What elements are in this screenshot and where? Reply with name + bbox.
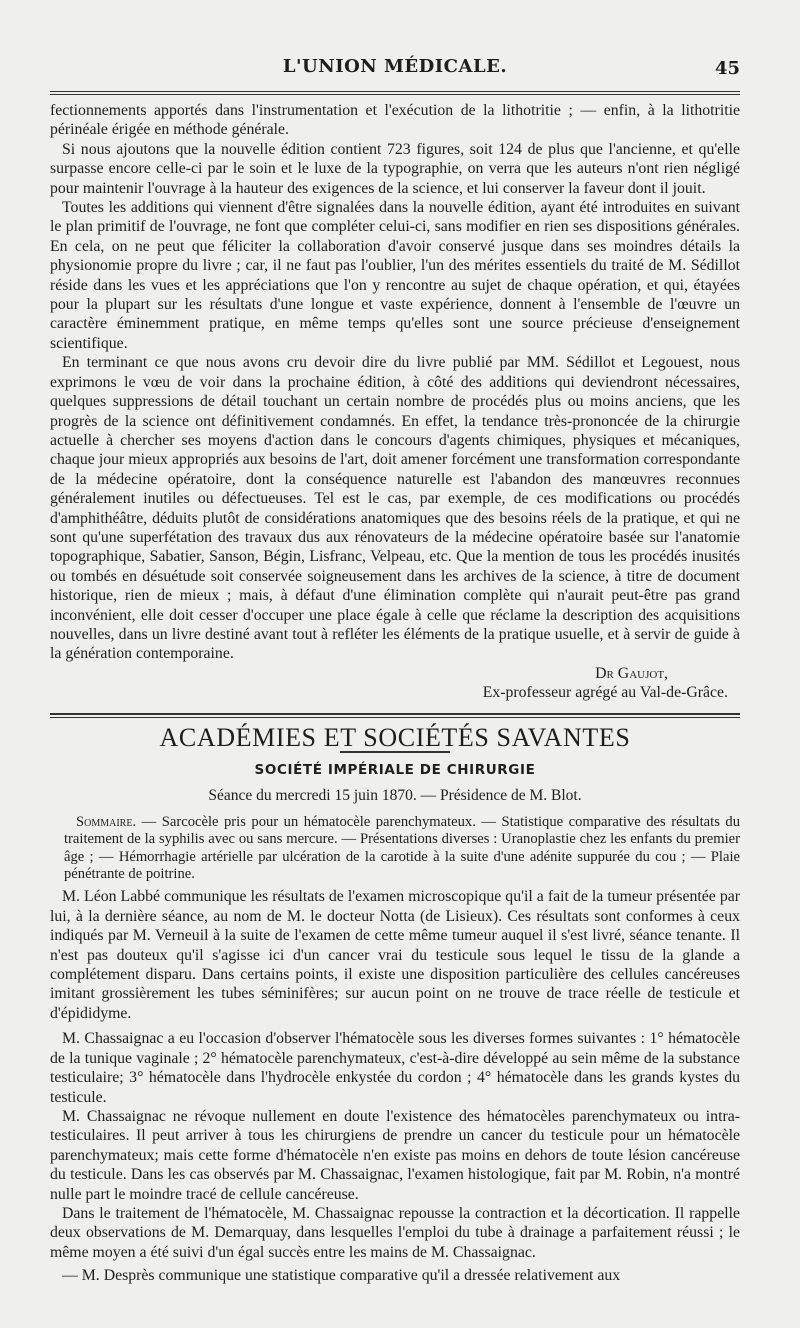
review-paragraph: En terminant ce que nous avons cru devoir dire du livre publié par MM. Sédillot et Legouest, nous exprimons le vœu de voir dans la prochaine édition, à côté des additions qui deviendront nécessaires, quelques suppressions de détail touchant un certain nombre de procédés plus ou moins anciens, que les progrès de la science ont définitivement condamnés. En effet, la tendance très-prononcée de la chirurgie actuelle à chercher ses moyens d'action dans le concours d'agents chimiques, physiques et mécaniques, chaque jour mieux appropriés aux besoins de l'art, doit amener forcément une transformation correspondante de la médecine opératoire, dont la conséquence naturelle est l'abandon des manœuvres reconnues généralement inutiles ou défectueuses. Tel est le cas, par exemple, de ces modifications ou procédés d'amphithéâtre, déduits plutôt de considérations anatomiques que des besoins réels de la pratique, et qui ne sont qu'une superfétation des travaux dus aux rénovateurs de la médecine opératoire basée sur l'anatomie topographique, Sabatier, Sanson, Bégin, Lisfranc, Velpeau, etc. Que la mention de tous les procédés inusités ou tombés en désuétude soit conservée soigneusement dans les archives de la science, à titre de document historique, rien de mieux ; mais, à défaut d'une élimination complète qui n'aurait peut-être pas grand inconvénient, elle doit cesser d'occuper une place égale à celle que réclame la description des acquisitions nouvelles, dans un livre destiné avant tout à refléter les éléments de la pratique usuelle, et à servir de guide à la génération contemporaine. <box>50 354 740 663</box>
session-paragraph: — M. Desprès communique une statistique comparative qu'il a dressée relativement aux <box>62 1267 621 1285</box>
session-paragraph: M. Léon Labbé communique les résultats de l'examen microscopique qu'il a fait de la tumeur présentée par lui, à la dernière séance, au nom de M. le docteur Notta (de Lisieux). Ces résultats sont conformes à ceux indiqués par M. Verneuil à la suite de l'examen de cette même tumeur auquel il s'est livré, séance tenante. Il n'est pas douteux qu'il s'agisse ici d'un cancer vrai du testicule sous lequel le tissu de la glande a complétement disparu. Dans certains points, il existe une disposition particulière des cellules cancéreuses imitant grossièrement les tubes séminifères; sur aucun point on ne trouve de trace réelle de testicule et d'épididyme. <box>50 888 740 1022</box>
review-paragraph: Toutes les additions qui viennent d'être signalées dans la nouvelle édition, ayant été introduites en suivant le plan primitif de l'ouvrage, ne font que compléter celui-ci, sans modifier en rien ses dispositions générales. En cela, on ne peut que féliciter la collaboration d'avoir conservé jusque dans ses moindres détails la physionomie propre du livre ; car, il ne faut pas l'oublier, l'un des mérites essentiels du traité de M. Sédillot réside dans les vues et les appréciations que l'on y rencontre au sujet de chaque opération, et qui, étayées pour la plupart sur les résultats d'une longue et vaste expérience, donnent à l'ensemble de l'œuvre un caractère éminemment pratique, en même temps qu'elles sont une source précieuse d'enseignement scientifique. <box>50 199 740 352</box>
running-title: L'UNION MÉDICALE. <box>282 56 508 77</box>
signature-name: Dr Gaujot, <box>595 664 668 682</box>
seance-line: Séance du mercredi 15 juin 1870. — Présidence de M. Blot. <box>208 787 582 805</box>
session-paragraph: M. Chassaignac ne révoque nullement en doute l'existence des hématocèles parenchymateux ou intra-testiculaires. Il peut arriver à tous les chirurgiens de prendre un cancer du testicule pour un hématocèle parenchymateux; mais cette forme d'hématocèle n'en existe pas moins en dehors de toute lésion cancéreuse du testicule. Dans les cas observés par M. Chassaignac, l'examen histologique, fait par M. Robin, n'a montré nulle part le moindre tracé de cellule cancéreuse. <box>50 1107 740 1203</box>
session-paragraph: Dans le traitement de l'hématocèle, M. Chassaignac repousse la contraction et la décortication. Il rappelle deux observations de M. Demarquay, dans lesquelles l'emploi du tube à drainage a parfaitement réussi ; le même moyen a été suivi d'un égal succès entre les mains de M. Chassaignac. <box>50 1204 740 1261</box>
sommaire <box>50 814 740 884</box>
sommaire-text: — Sarcocèle pris pour un hématocèle parenchymateux. — Statistique comparative des résultats du traitement de la syphilis avec ou sans mercure. — Présentations diverses : Uranoplastie chez les enfants du premier âge ; — Hémorrhagie artérielle par ulcération de la carotide à la suite d'une adénite suppurée du cou ; — Plaie pénétrante de poitrine. <box>64 813 740 883</box>
section-title: ACADÉMIES ET SOCIÉTÉS SAVANTES <box>159 722 631 752</box>
page-header <box>50 56 740 88</box>
review-paragraph: fectionnements apportés dans l'instrumentation et l'exécution de la lithotritie ; — enfin, à la lithotritie périnéale érigée en méthode générale. <box>50 102 740 139</box>
page-number: 45 <box>714 58 740 79</box>
society-heading: SOCIÉTÉ IMPÉRIALE DE CHIRURGIE <box>254 762 536 778</box>
review-paragraph: Si nous ajoutons que la nouvelle édition contient 723 figures, soit 124 de plus que l'ancienne, et qu'elle surpasse encore celle-ci par le soin et le luxe de la typographie, on verra que les auteurs n'ont rien négligé pour maintenir l'ouvrage à la hauteur des exigences de la science, et lui conserver la faveur dont il jouit. <box>50 140 740 197</box>
section-divider <box>50 713 740 718</box>
signature-block <box>50 664 740 703</box>
session-paragraph: M. Chassaignac a eu l'occasion d'observer l'hématocèle sous les diverses formes suivantes : 1° hématocèle de la tunique vaginale ; 2° hématocèle parenchymateux, c'est-à-dire développé au sein même de la substance testiculaire; 3° hématocèle dans l'hydrocèle enkystée du cordon ; 4° hématocèle dans les grands kystes du testicule. <box>50 1030 740 1106</box>
sommaire-label: Sommaire. <box>76 813 137 830</box>
page-body <box>50 101 740 1286</box>
header-rule <box>50 91 740 95</box>
signature-title: Ex-professeur agrégé au Val-de-Grâce. <box>482 684 728 702</box>
